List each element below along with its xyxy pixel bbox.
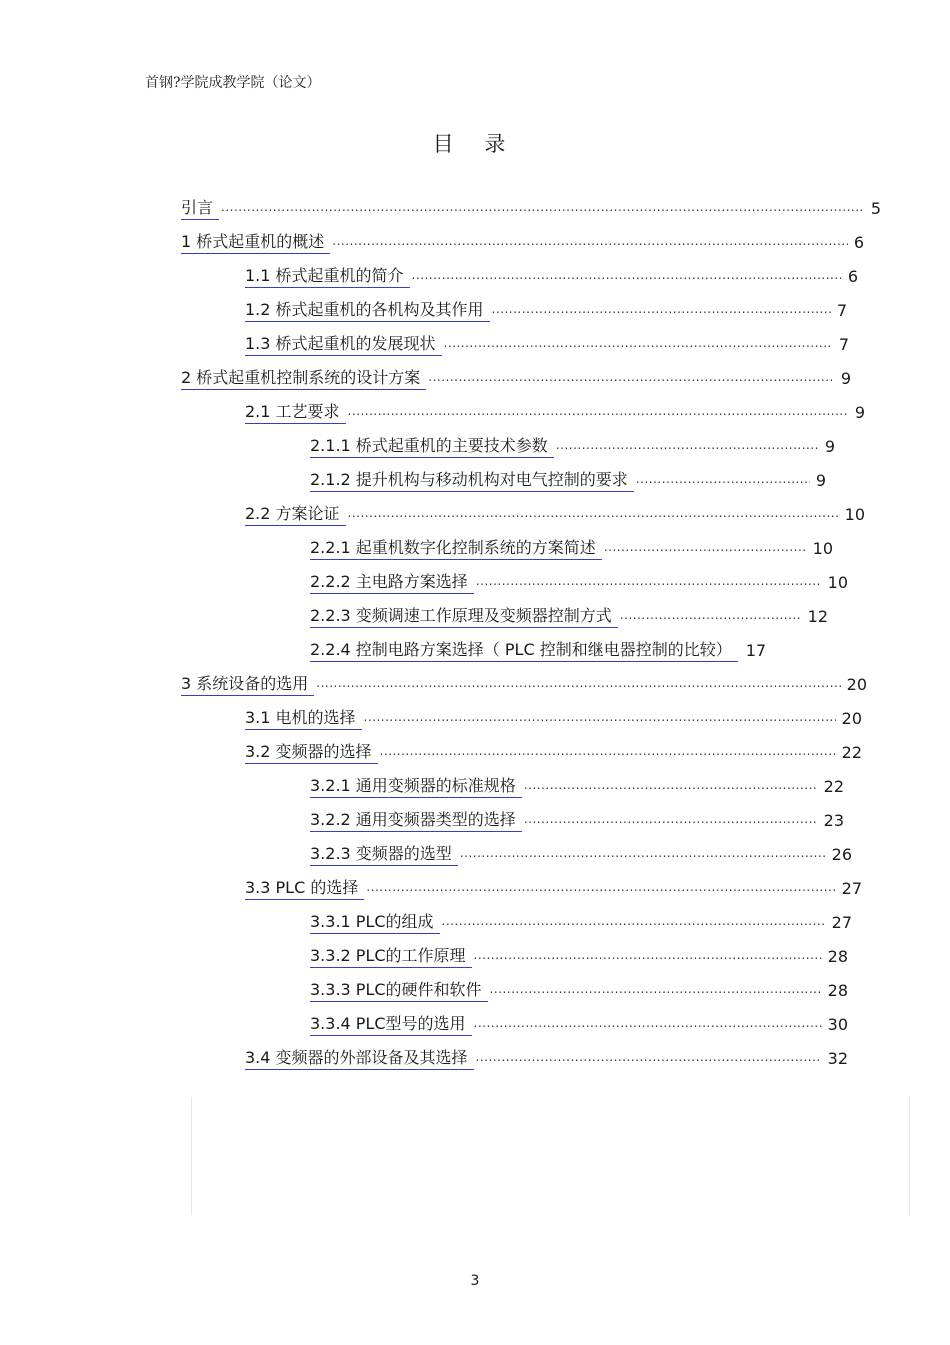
toc-entry-page: 30 [827, 1015, 848, 1034]
leader-dots [474, 945, 822, 968]
toc-entry-page: 28 [827, 981, 848, 1000]
toc-entry-page: 26 [831, 845, 852, 864]
toc-entry-2-1-2[interactable] [310, 462, 826, 492]
toc-entry-page: 17 [745, 641, 767, 660]
toc-entry-page: 27 [841, 879, 862, 898]
toc-entry-label[interactable]: 1 桥式起重机的概述 [181, 232, 330, 254]
toc-entry-page: 20 [841, 709, 862, 728]
toc-entry-2-2-1[interactable] [310, 530, 833, 560]
toc-entry-label[interactable]: 3.1 电机的选择 [245, 708, 362, 730]
toc-entry-page: 6 [853, 233, 864, 252]
toc-entry-2-2[interactable] [245, 496, 865, 526]
leader-dots [364, 707, 836, 730]
toc-entry-2[interactable] [181, 360, 851, 390]
toc-entry-3-3[interactable] [245, 870, 862, 900]
toc-entry-page: 7 [838, 335, 849, 354]
frame-line-right [909, 1097, 910, 1215]
toc-entry-label[interactable]: 3.2.2 通用变频器类型的选择 [310, 810, 522, 832]
toc-entry-label[interactable]: 3.2.1 通用变频器的标准规格 [310, 776, 522, 798]
toc-entry-1-1[interactable] [245, 258, 858, 288]
toc-entry-page: 9 [854, 403, 865, 422]
leader-dots [636, 469, 810, 492]
leader-dots [316, 673, 840, 696]
toc-entry-label[interactable]: 3.3.3 PLC的硬件和软件 [310, 980, 488, 1002]
toc-entry-2-1[interactable] [245, 394, 865, 424]
leader-dots [476, 1047, 822, 1070]
toc-entry-label[interactable]: 3.2.3 变频器的选型 [310, 844, 458, 866]
toc-entry-page: 27 [831, 913, 852, 932]
leader-dots [366, 877, 835, 900]
toc-entry-label[interactable]: 3.4 变频器的外部设备及其选择 [245, 1048, 474, 1070]
toc-entry-label[interactable]: 3.3.4 PLC型号的选用 [310, 1014, 472, 1036]
leader-dots [460, 843, 826, 866]
toc-entry-page: 22 [841, 743, 862, 762]
frame-line-left [191, 1097, 192, 1215]
toc-entry-label[interactable]: 2.1.1 桥式起重机的主要技术参数 [310, 436, 554, 458]
page-number: 3 [470, 1273, 480, 1289]
toc-entry-label[interactable]: 2.2.1 起重机数字化控制系统的方案简述 [310, 538, 602, 560]
leader-dots [490, 979, 822, 1002]
toc-entry-page: 9 [840, 369, 851, 388]
toc-entry-label[interactable]: 2.2.4 控制电路方案选择（ PLC 控制和继电器控制的比较） [310, 640, 738, 662]
toc-entry-1-2[interactable] [245, 292, 847, 322]
toc-entry-label[interactable]: 1.3 桥式起重机的发展现状 [245, 334, 442, 356]
toc-entry-label[interactable]: 3 系统设备的选用 [181, 674, 314, 696]
toc-entry-2-2-2[interactable] [310, 564, 848, 594]
toc-entry-page: 9 [815, 471, 826, 490]
toc-entry-1[interactable] [181, 224, 864, 254]
toc-entry-label[interactable]: 2.2 方案论证 [245, 504, 346, 526]
toc-entry-label[interactable]: 1.2 桥式起重机的各机构及其作用 [245, 300, 490, 322]
toc-entry-3-2-1[interactable] [310, 768, 844, 798]
leader-dots [524, 809, 818, 832]
leader-dots [444, 333, 833, 356]
toc-entry-page: 9 [824, 437, 835, 456]
toc-entry-2-1-1[interactable] [310, 428, 835, 458]
toc-entry-3-3-1[interactable] [310, 904, 852, 934]
leader-dots [620, 605, 802, 628]
toc-entry-3[interactable] [181, 666, 867, 696]
leader-dots [412, 265, 842, 288]
leader-dots [524, 775, 818, 798]
running-header: 首钢?学院成教学院（论文） [145, 75, 321, 91]
leader-dots [380, 741, 836, 764]
toc-entry-label[interactable]: 2.2.2 主电路方案选择 [310, 572, 474, 594]
leader-dots [332, 231, 848, 254]
toc-entry-label[interactable]: 2.1 工艺要求 [245, 402, 346, 424]
toc-entry-page: 12 [807, 607, 828, 626]
toc-entry-label[interactable]: 3.2 变频器的选择 [245, 742, 378, 764]
toc-entry-page: 10 [827, 573, 848, 592]
toc-entry-page: 22 [823, 777, 844, 796]
toc-entry-page: 32 [827, 1049, 848, 1068]
toc-entry-page: 20 [846, 675, 867, 694]
toc-entry-label[interactable]: 1.1 桥式起重机的简介 [245, 266, 410, 288]
toc-entry-2-2-3[interactable] [310, 598, 828, 628]
toc-entry-3-3-4[interactable] [310, 1006, 848, 1036]
toc-entry-page: 7 [836, 301, 847, 320]
toc-entry-3-3-2[interactable] [310, 938, 848, 968]
toc-entry-2-2-4[interactable] [310, 632, 810, 662]
leader-dots [442, 911, 826, 934]
toc-entry-3-1[interactable] [245, 700, 862, 730]
toc-entry-page: 6 [847, 267, 858, 286]
toc-entry-label[interactable]: 引言 [181, 198, 219, 220]
leader-dots [474, 1013, 822, 1036]
leader-dots [604, 537, 807, 560]
toc-title: 目 录 [432, 132, 518, 156]
toc-entry-page: 10 [844, 505, 865, 524]
leader-dots [221, 197, 865, 220]
toc-entry-label[interactable]: 2.1.2 提升机构与移动机构对电气控制的要求 [310, 470, 634, 492]
toc-entry-page: 10 [812, 539, 833, 558]
toc-entry-label[interactable]: 3.3 PLC 的选择 [245, 878, 364, 900]
toc-entry-label[interactable]: 2 桥式起重机控制系统的设计方案 [181, 368, 426, 390]
leader-dots [348, 401, 849, 424]
toc-entry-3-2-3[interactable] [310, 836, 852, 866]
toc-entry-page: 5 [870, 199, 881, 218]
leader-dots [348, 503, 839, 526]
leader-dots [476, 571, 822, 594]
toc-entry-3-2[interactable] [245, 734, 862, 764]
toc-entry-1-3[interactable] [245, 326, 849, 356]
toc-entry-label[interactable]: 3.3.2 PLC的工作原理 [310, 946, 472, 968]
leader-dots [556, 435, 819, 458]
toc-entry-intro[interactable] [181, 190, 881, 220]
toc-entry-label[interactable]: 3.3.1 PLC的组成 [310, 912, 440, 934]
toc-entry-page: 28 [827, 947, 848, 966]
toc-entry-page: 23 [823, 811, 844, 830]
toc-entry-3-3-3[interactable] [310, 972, 848, 1002]
toc-entry-label[interactable]: 2.2.3 变频调速工作原理及变频器控制方式 [310, 606, 618, 628]
leader-dots [492, 299, 831, 322]
leader-dots [428, 367, 835, 390]
toc-entry-3-2-2[interactable] [310, 802, 844, 832]
toc-entry-3-4[interactable] [245, 1040, 848, 1070]
